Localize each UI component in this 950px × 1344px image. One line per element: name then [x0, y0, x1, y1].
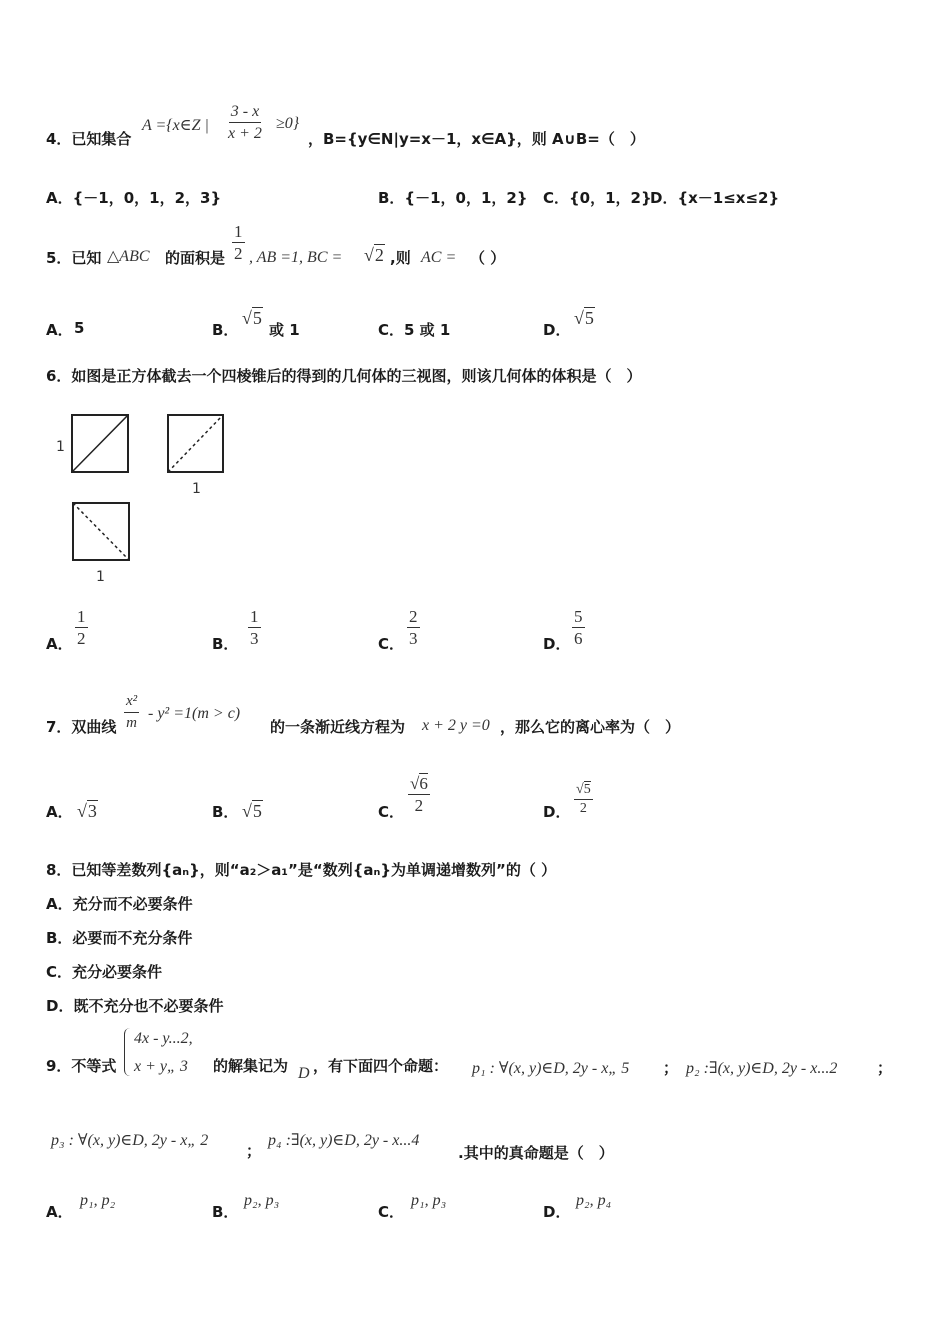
- q5-paren: （ ）: [470, 249, 506, 267]
- q9-option-b-label[interactable]: B．: [212, 1203, 239, 1221]
- q8-option-d[interactable]: D．既不充分也不必要条件: [46, 997, 224, 1015]
- q5-option-d-sqrt-value: 5: [584, 308, 594, 328]
- q4-set-a-right: ≥0}: [276, 115, 300, 132]
- q9-system-line1: 4x - y...2,: [134, 1030, 193, 1047]
- q7-option-c-fraction: [408, 774, 430, 815]
- q6-c-numerator: 2: [409, 607, 418, 626]
- q6-option-a-label[interactable]: A．: [46, 635, 73, 653]
- q7-c-radicand: 6: [419, 774, 428, 793]
- q9-p3: p₃ : ∀(x, y)∈D, 2y - x„ 2: [51, 1132, 209, 1149]
- q6-option-d-label[interactable]: D．: [543, 635, 571, 653]
- q5-number: 5．已知: [46, 249, 102, 267]
- q5-area-denominator: 2: [234, 244, 243, 263]
- q7-option-a-value: 3: [87, 801, 97, 821]
- q4-rest: ，B={y∈N|y=x－1，x∈A}，则 A∪B=（ ）: [308, 130, 645, 148]
- q9-option-b-value: p₂, p₃: [244, 1192, 280, 1209]
- q7-hyperbola-fraction: [124, 692, 139, 733]
- q7-d-numerator: √5: [574, 782, 593, 800]
- q6-option-c-label[interactable]: C．: [378, 635, 405, 653]
- q7-d-denominator: 2: [579, 801, 587, 816]
- q8-option-b[interactable]: B．必要而不充分条件: [46, 929, 193, 947]
- q5-sqrt2-value: 2: [374, 245, 384, 265]
- q6-d-denominator: 6: [574, 629, 583, 648]
- q6-option-b-label[interactable]: B．: [212, 635, 239, 653]
- q4-fraction-numerator: 3 - x: [229, 102, 261, 123]
- q9-number: 9．不等式: [46, 1057, 117, 1075]
- q6-fig-label-mid: 1: [192, 481, 201, 497]
- q7-asymptote: x + 2 y =0: [422, 717, 490, 734]
- q7-option-d-fraction: [574, 782, 593, 817]
- q7-option-a-sqrt: √3: [77, 801, 97, 821]
- q9-option-a-value: p₁, p₂: [80, 1192, 116, 1209]
- q5-option-a-label[interactable]: A．: [46, 321, 73, 339]
- q4-fraction-denominator: x + 2: [228, 125, 262, 142]
- q5-option-c[interactable]: C．5 或 1: [378, 321, 451, 339]
- q6-side-view-dashed-diagonal: [168, 415, 223, 472]
- q7-option-b-value: 5: [252, 801, 262, 821]
- q9-set-d: D: [298, 1065, 310, 1082]
- q7-fraction-denominator: m: [126, 715, 137, 731]
- q5-triangle: △ABC: [107, 248, 150, 265]
- q6-option-a-fraction: [75, 607, 88, 648]
- q9-p1: p₁ : ∀(x, y)∈D, 2y - x„ 5: [472, 1060, 630, 1077]
- q9-option-d-value: p₂, p₄: [576, 1192, 612, 1209]
- q4-option-d[interactable]: D．{x－1≤x≤2}: [650, 189, 780, 207]
- q7-option-b-label[interactable]: B．: [212, 803, 239, 821]
- q6-a-numerator: 1: [77, 607, 86, 626]
- q7-tail: ，那么它的离心率为（ ）: [500, 718, 681, 736]
- q4-set-a-fraction: [228, 102, 262, 143]
- q7-c-numerator: √6: [410, 774, 428, 793]
- q9-sep1: ；: [663, 1059, 679, 1077]
- q5-area-fraction: [232, 222, 245, 263]
- q5-option-b-sqrt-value: 5: [252, 308, 262, 328]
- q5-option-a-value: 5: [74, 319, 85, 337]
- q5-option-b-label[interactable]: B．: [212, 321, 239, 339]
- q9-system-line2: x + y„ 3: [134, 1058, 188, 1075]
- q7-fraction-numerator: x²: [124, 692, 139, 713]
- q6-top-view-dashed-diagonal: [73, 503, 129, 560]
- q9-option-d-label[interactable]: D．: [543, 1203, 571, 1221]
- q7-option-c-label[interactable]: C．: [378, 803, 405, 821]
- q9-sep2: ；: [877, 1059, 893, 1077]
- q6-fig-label-left: 1: [56, 439, 65, 455]
- q5-ac: AC =: [421, 249, 457, 266]
- q4-option-b[interactable]: B．{－1，0，1，2}: [378, 189, 528, 207]
- q9-sep3: ；: [246, 1142, 262, 1160]
- q5-area-text: 的面积是: [165, 249, 226, 267]
- q5-area-numerator: 1: [234, 222, 243, 241]
- q6-a-denominator: 2: [77, 629, 86, 648]
- q5-sqrt2: √2: [364, 245, 384, 265]
- q6-c-denominator: 3: [409, 629, 418, 648]
- q8-option-c[interactable]: C．充分必要条件: [46, 963, 163, 981]
- q5-option-b-sqrt: √5: [242, 308, 262, 328]
- q5-option-d-label[interactable]: D．: [543, 321, 571, 339]
- q9-option-c-label[interactable]: C．: [378, 1203, 405, 1221]
- q7-option-a-label[interactable]: A．: [46, 803, 73, 821]
- q9-p4: p₄ :∃(x, y)∈D, 2y - x...4: [268, 1132, 420, 1149]
- q6-b-numerator: 1: [250, 607, 259, 626]
- q5-option-d-sqrt: √5: [574, 308, 594, 328]
- q5-then: ,则: [390, 249, 411, 267]
- q9-solution-text: 的解集记为: [213, 1057, 289, 1075]
- q9-tail2: .其中的真命题是（ ）: [458, 1144, 614, 1162]
- q9-p2: p₂ :∃(x, y)∈D, 2y - x...2: [686, 1060, 838, 1077]
- q6-question: 6．如图是正方体截去一个四棱锥后的得到的几何体的三视图，则该几何体的体积是（ ）: [46, 367, 642, 385]
- q7-option-b-sqrt: √5: [242, 801, 262, 821]
- q6-option-d-fraction: [572, 607, 585, 648]
- q5-option-b-tail: 或 1: [269, 321, 300, 339]
- q9-system-brace: [124, 1028, 131, 1076]
- q9-tail1: ，有下面四个命题：: [313, 1057, 449, 1075]
- q8-option-a[interactable]: A．充分而不必要条件: [46, 895, 193, 913]
- q7-equation: - y² =1(m > c): [148, 705, 241, 722]
- q6-front-view-diagonal: [72, 415, 128, 472]
- q7-c-denominator: 2: [414, 796, 424, 815]
- q7-number: 7．双曲线: [46, 718, 117, 736]
- q4-set-a-left: A ={x∈Z |: [142, 117, 209, 134]
- q6-b-denominator: 3: [250, 629, 259, 648]
- q6-fig-label-bottom: 1: [96, 569, 105, 585]
- q7-option-d-label[interactable]: D．: [543, 803, 571, 821]
- q6-d-numerator: 5: [574, 607, 583, 626]
- q7-d-radicand: 5: [583, 782, 591, 797]
- q9-option-a-label[interactable]: A．: [46, 1203, 73, 1221]
- q6-option-b-fraction: [248, 607, 261, 648]
- q4-option-a[interactable]: A．{－1，0，1，2，3}: [46, 189, 222, 207]
- q7-asymptote-text: 的一条渐近线方程为: [270, 718, 406, 736]
- q5-conditions: , AB =1, BC =: [249, 249, 343, 266]
- q4-number: 4．已知集合: [46, 130, 132, 148]
- q6-three-view-figure: [50, 405, 240, 590]
- q4-option-c[interactable]: C．{0，1，2}: [543, 189, 652, 207]
- q8-question: 8．已知等差数列{aₙ}，则“a₂＞a₁”是“数列{aₙ}为单调递增数列”的（ ）: [46, 861, 557, 879]
- q6-option-c-fraction: [407, 607, 420, 648]
- q9-option-c-value: p₁, p₃: [411, 1192, 447, 1209]
